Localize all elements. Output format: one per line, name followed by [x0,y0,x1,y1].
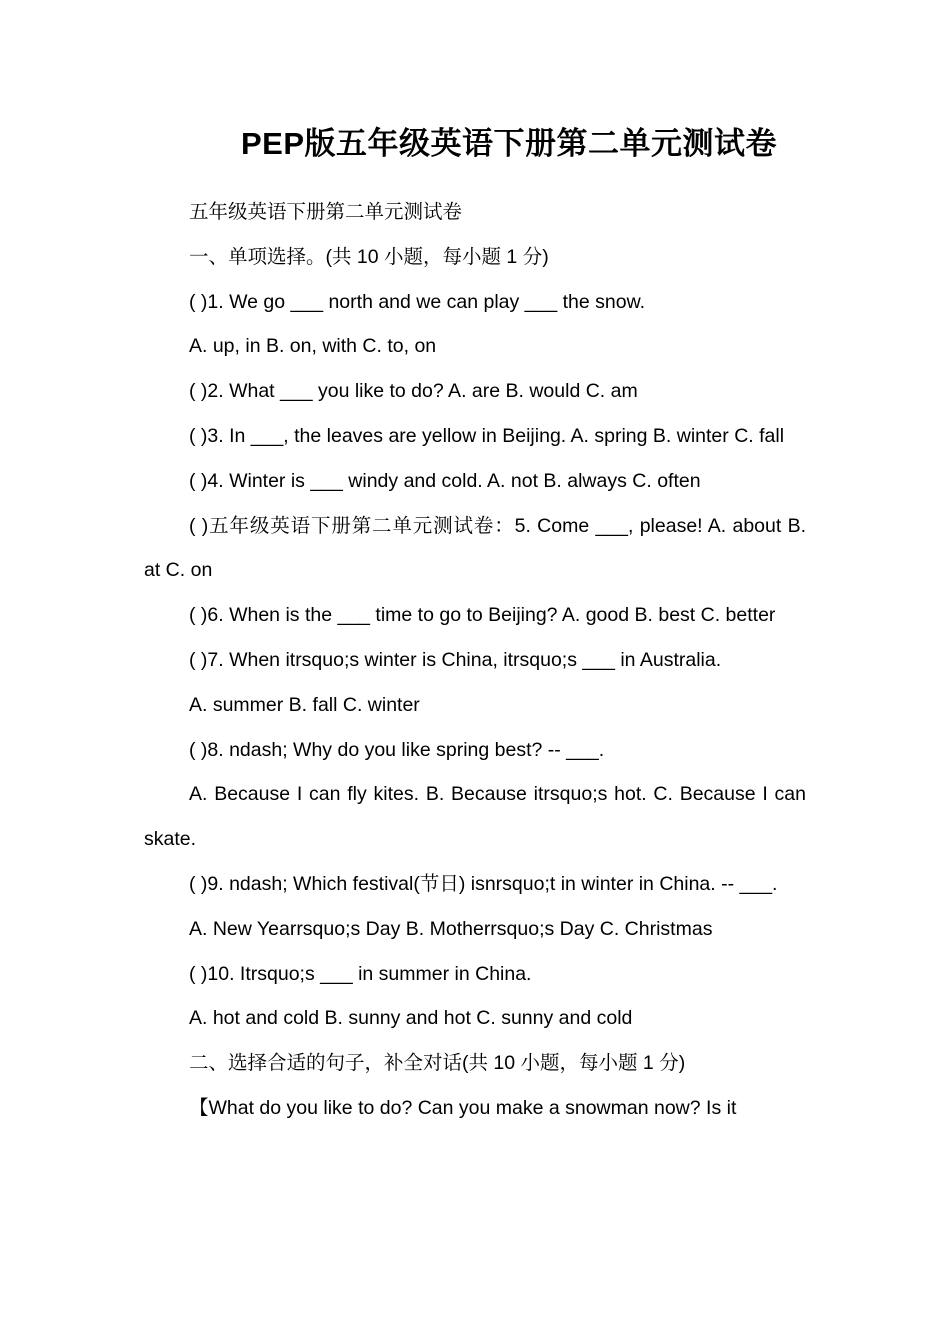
question-8-options: A. Because I can fly kites. B. Because itrsquo;s hot. C. Because I can skate. [144,783,806,851]
question-2: ( )2. What ___ you like to do? A. are B. would C. am [189,380,638,403]
section-1-heading: 一、单项选择。(共 10 小题，每小题 1 分) [189,245,549,268]
document-title: PEP版五年级英语下册第二单元测试卷 [240,126,778,161]
question-7-options: A. summer B. fall C. winter [189,693,420,716]
question-4: ( )4. Winter is ___ windy and cold. A. not B. always C. often [189,469,701,492]
question-9-options: A. New Yearrsquo;s Day B. Motherrsquo;s Day C. Christmas [189,917,713,940]
question-8: ( )8. ndash; Why do you like spring best? -- ___. [189,738,605,761]
document-subtitle: 五年级英语下册第二单元测试卷 [189,201,463,223]
question-3: ( )3. In ___, the leaves are yellow in Beijing. A. spring B. winter C. fall [189,424,785,447]
question-9: ( )9. ndash; Which festival(节日) isnrsquo;t in winter in China. -- ___. [189,872,778,895]
question-1-options: A. up, in B. on, with C. to, on [189,335,437,358]
question-7: ( )7. When itrsquo;s winter is China, itrsquo;s ___ in Australia. [189,648,722,671]
question-1: ( )1. We go ___ north and we can play ___ the snow. [189,290,646,313]
question-10: ( )10. Itrsquo;s ___ in summer in China. [189,962,532,985]
question-6: ( )6. When is the ___ time to go to Beijing? A. good B. best C. better [189,604,776,627]
question-5: ( )五年级英语下册第二单元测试卷：5. Come ___, please! A. about B. at C. on [144,514,806,582]
document-body [144,190,806,1131]
question-10-options: A. hot and cold B. sunny and hot C. sunny and cold [189,1007,633,1030]
section-2-options: 【What do you like to do? Can you make a snowman now? Is it [189,1096,737,1119]
section-2-heading: 二、选择合适的句子，补全对话(共 10 小题，每小题 1 分) [189,1052,686,1075]
